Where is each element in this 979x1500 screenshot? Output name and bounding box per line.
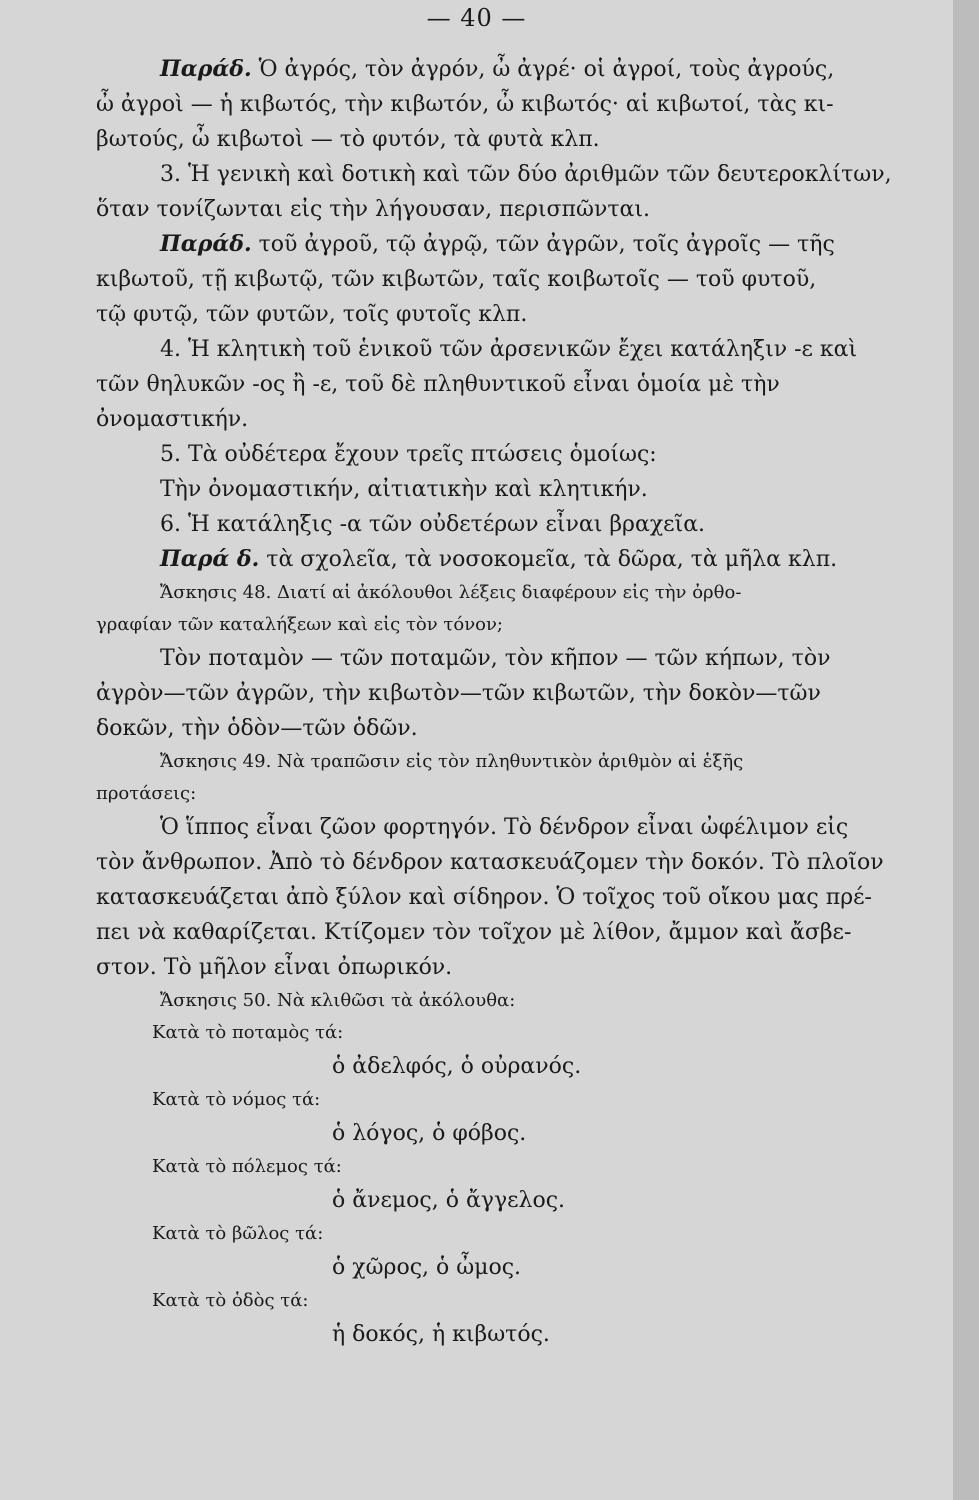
line-text: στον. Τὸ μῆλον εἶναι ὀπωρικόν. [96, 955, 453, 980]
text-line [96, 1084, 936, 1116]
text-line [96, 1017, 936, 1049]
line-text: Ἄσκησις 48. Διατί αἱ ἀκόλουθοι λέξεις διαφέρουν εἰς τὴν ὀρθο- [160, 582, 742, 603]
text-line [96, 402, 936, 437]
line-text: τοῦ ἀγροῦ, τῷ ἀγρῷ, τῶν ἀγρῶν, τοῖς ἀγροῖς — τῆς [251, 232, 835, 257]
line-text: 6. Ἡ κατάληξις -α τῶν οὐδετέρων εἶναι βραχεῖα. [160, 512, 706, 537]
text-line [96, 1285, 936, 1317]
line-text: ὅταν τονίζωνται εἰς τὴν λήγουσαν, περισπῶνται. [96, 197, 650, 222]
text-line [96, 122, 936, 157]
line-text: ὁ χῶρος, ὁ ὦμος. [332, 1255, 522, 1280]
text-line [96, 1116, 936, 1151]
line-text: γραφίαν τῶν καταλήξεων καὶ εἰς τὸν τόνον; [96, 614, 503, 635]
line-text: 5. Τὰ οὐδέτερα ἔχουν τρεῖς πτώσεις ὁμοίως: [160, 442, 657, 467]
line-text: ἡ δοκός, ἡ κιβωτός. [332, 1322, 550, 1347]
text-line [96, 746, 936, 778]
line-text: ὁ ἀδελφός, ὁ οὐρανός. [332, 1054, 582, 1079]
line-text: Ὁ ἵππος εἶναι ζῶον φορτηγόν. Τὸ δένδρον εἶναι ὠφέλιμον εἰς [160, 815, 849, 840]
text-line [96, 1218, 936, 1250]
text-line [96, 157, 936, 192]
text-line [96, 609, 936, 641]
line-text: ὁ ἄνεμος, ὁ ἄγγελος. [332, 1188, 566, 1213]
text-line [96, 1151, 936, 1183]
text-line [96, 676, 936, 711]
text-line [96, 577, 936, 609]
text-line [96, 52, 936, 87]
example-label: Παράδ. [160, 56, 252, 82]
line-text: ἀγρὸν—τῶν ἀγρῶν, τὴν κιβωτὸν—τῶν κιβωτῶν, τὴν δοκὸν—τῶν [96, 681, 821, 706]
line-text: τὰ σχολεῖα, τὰ νοσοκομεῖα, τὰ δῶρα, τὰ μῆλα κλπ. [259, 547, 838, 572]
line-text: Ἄσκησις 50. Νὰ κλιθῶσι τὰ ἀκόλουθα: [160, 990, 516, 1011]
line-text: ὀνομαστικήν. [96, 407, 249, 432]
text-line [96, 332, 936, 367]
text-line [96, 810, 936, 845]
text-line [96, 472, 936, 507]
page-number: — 40 — [426, 4, 527, 32]
line-text: Τὴν ὀνομαστικήν, αἰτιατικὴν καὶ κλητικήν. [160, 477, 648, 502]
text-line [96, 641, 936, 676]
line-text: Κατὰ τὸ βῶλος τά: [152, 1223, 324, 1244]
text-line [96, 711, 936, 746]
text-line [96, 507, 936, 542]
example-label: Παράδ. [160, 231, 252, 257]
line-text: ὦ ἀγροὶ — ἡ κιβωτός, τὴν κιβωτόν, ὦ κιβωτός· αἱ κιβωτοί, τὰς κι- [96, 92, 834, 117]
line-text: Κατὰ τὸ ποταμὸς τά: [152, 1022, 344, 1043]
line-text: βωτούς, ὦ κιβωτοὶ — τὸ φυτόν, τὰ φυτὰ κλπ. [96, 127, 600, 152]
text-line [96, 880, 936, 915]
text-line [96, 1317, 936, 1352]
example-label: Παρά δ. [160, 546, 260, 572]
line-text: τῶν θηλυκῶν -ος ἢ -ε, τοῦ δὲ πληθυντικοῦ εἶναι ὁμοία μὲ τὴν [96, 372, 780, 397]
line-text: δοκῶν, τὴν ὁδὸν—τῶν ὁδῶν. [96, 716, 418, 741]
text-line [96, 227, 936, 262]
line-text: 4. Ἡ κλητικὴ τοῦ ἑνικοῦ τῶν ἀρσενικῶν ἔχει κατάληξιν -ε καὶ [160, 337, 858, 362]
text-line [96, 985, 936, 1017]
text-line [96, 950, 936, 985]
text-line [96, 297, 936, 332]
text-line [96, 1250, 936, 1285]
line-text: Κατὰ τὸ πόλεμος τά: [152, 1156, 342, 1177]
line-text: Κατὰ τὸ νόμος τά: [152, 1089, 321, 1110]
line-text: κιβωτοῦ, τῇ κιβωτῷ, τῶν κιβωτῶν, ταῖς κοιβωτοῖς — τοῦ φυτοῦ, [96, 267, 817, 292]
text-line [96, 542, 936, 577]
text-line [96, 1183, 936, 1218]
line-text: τῷ φυτῷ, τῶν φυτῶν, τοῖς φυτοῖς κλπ. [96, 302, 528, 327]
text-line [96, 1049, 936, 1084]
line-text: πει νὰ καθαρίζεται. Κτίζομεν τὸν τοῖχον μὲ λίθον, ἄμμον καὶ ἄσβε- [96, 920, 852, 945]
text-line [96, 845, 936, 880]
line-text: Ἄσκησις 49. Νὰ τραπῶσιν εἰς τὸν πληθυντικὸν ἀριθμὸν αἱ ἑξῆς [160, 751, 744, 772]
line-text: 3. Ἡ γενικὴ καὶ δοτικὴ καὶ τῶν δύο ἀριθμῶν τῶν δευτεροκλίτων, [160, 162, 892, 187]
line-text: Ὁ ἀγρός, τὸν ἀγρόν, ὦ ἀγρέ· οἱ ἀγροί, τοὺς ἀγρούς, [251, 57, 835, 82]
line-text: κατασκευάζεται ἀπὸ ξύλον καὶ σίδηρον. Ὁ τοῖχος τοῦ οἴκου μας πρέ- [96, 885, 872, 910]
text-line [96, 778, 936, 810]
line-text: τὸν ἄνθρωπον. Ἀπὸ τὸ δένδρον κατασκευάζομεν τὴν δοκόν. Τὸ πλοῖον [96, 850, 884, 875]
text-line [96, 437, 936, 472]
text-line [96, 192, 936, 227]
line-text: Κατὰ τὸ ὁδὸς τά: [152, 1290, 309, 1311]
page-body [96, 52, 936, 1352]
text-line [96, 367, 936, 402]
text-line [96, 87, 936, 122]
text-line [96, 915, 936, 950]
text-line [96, 262, 936, 297]
line-text: προτάσεις: [96, 783, 197, 804]
line-text: Τὸν ποταμὸν — τῶν ποταμῶν, τὸν κῆπον — τῶν κήπων, τὸν [160, 646, 831, 671]
line-text: ὁ λόγος, ὁ φόβος. [332, 1121, 527, 1146]
